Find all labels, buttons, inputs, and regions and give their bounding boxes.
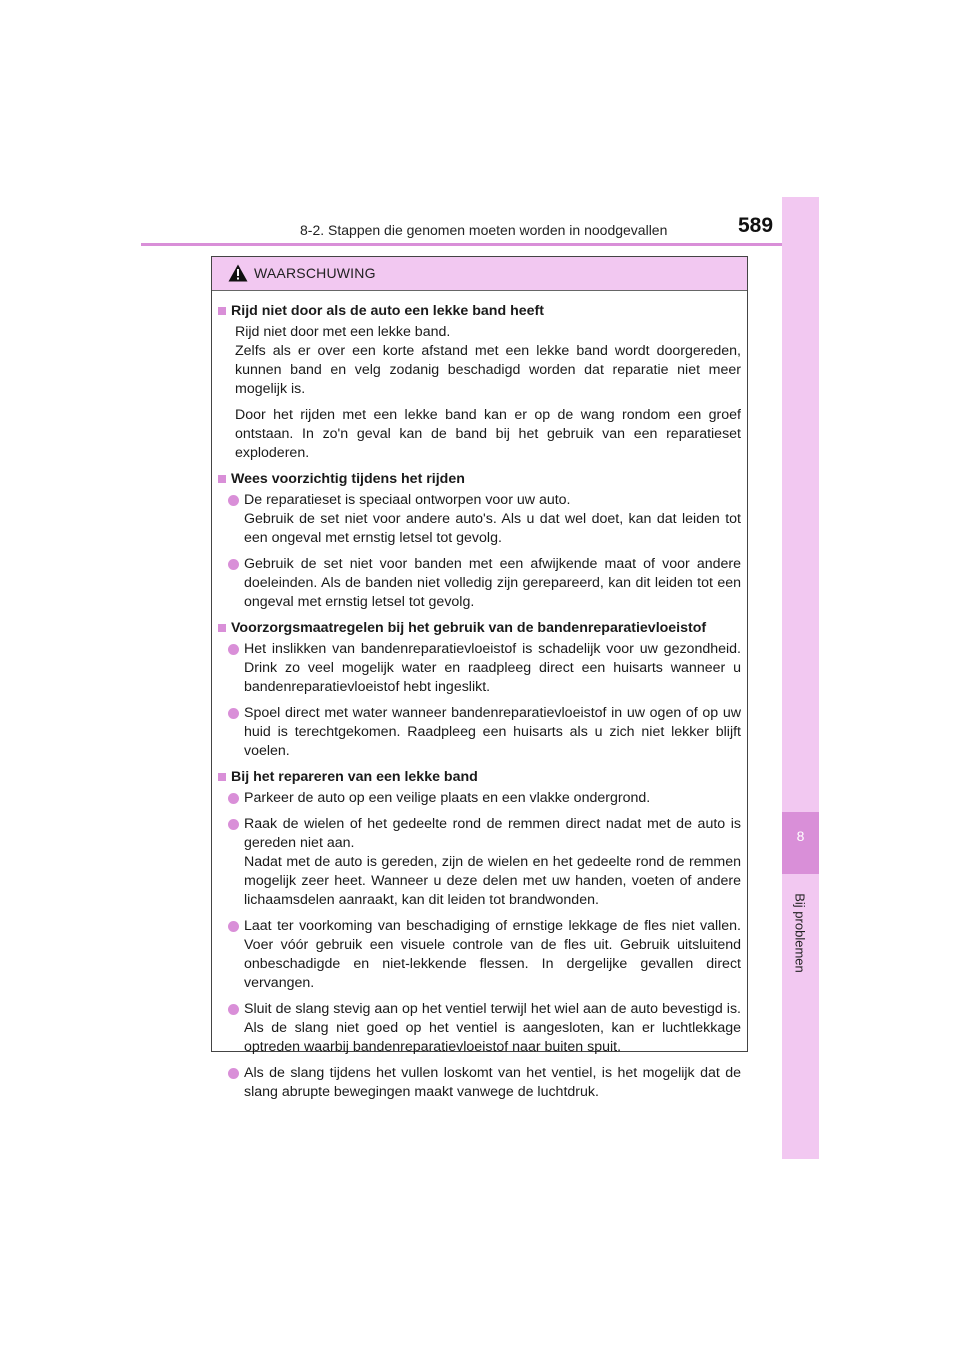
page-number: 589	[738, 214, 774, 237]
section-heading: Wees voorzichtig tijdens het rijden	[218, 470, 741, 489]
section-heading: Voorzorgsmaatregelen bij het gebruik van de bandenreparatievloeistof	[218, 619, 741, 638]
bullet-item: Raak de wielen of het gedeelte rond de remmen direct nadat met de auto is gereden niet aan. Nadat met de auto is gereden, zijn de wielen en het gedeelte rond de remmen mogelijk zeer heet. Wanneer u deze delen met uw handen, voeten of andere lichaamsdelen aanraakt, kan dit leiden tot brandwonden.	[228, 815, 741, 910]
bullet-item: Laat ter voorkoming van beschadiging of ernstige lekkage de fles niet vallen. Voer vóór gebruik een visuele controle van de fles uit. Gebruik uitsluitend onbeschadigde en niet-lekkende flessen. In dergelijke gevallen direct vervangen.	[228, 917, 741, 993]
bullet-item: Parkeer de auto op een veilige plaats en een vlakke ondergrond.	[228, 789, 741, 808]
round-bullet-icon	[228, 495, 239, 506]
bullet-item: Sluit de slang stevig aan op het ventiel terwijl het wiel aan de auto bevestigd is. Als de slang niet goed op het ventiel is aangesloten, kan er luchtlekkage optreden waarbij bandenreparatievloeistof naar buiten spuit.	[228, 1000, 741, 1057]
warning-box	[211, 256, 748, 1100]
round-bullet-icon	[228, 708, 239, 719]
chapter-label	[780, 883, 820, 983]
chapter-label-text: Bij problemen	[792, 893, 808, 973]
bullet-item: Het inslikken van bandenreparatievloeistof is schadelijk voor uw gezondheid. Drink zo veel mogelijk water en raadpleeg direct een huisarts wanneer u bandenreparatievloeistof hebt ingeslikt.	[228, 640, 741, 697]
round-bullet-icon	[228, 559, 239, 570]
square-bullet-icon	[218, 475, 226, 483]
header-rule	[141, 243, 819, 246]
chapter-side-tab	[782, 197, 819, 1159]
paragraph: Door het rijden met een lekke band kan er op de wang rondom een groef ontstaan. In zo'n geval kan de band bij het gebruik van een reparatieset exploderen.	[235, 407, 741, 461]
section-heading: Rijd niet door als de auto een lekke band heeft	[218, 302, 741, 321]
bullet-item: Als de slang tijdens het vullen loskomt van het ventiel, is het mogelijk dat de slang abrupte bewegingen maakt vanwege de luchtdruk.	[228, 1064, 741, 1102]
paragraph: Rijd niet door met een lekke band. Zelfs als er over een korte afstand met een lekke band wordt doorgereden, kunnen band en velg zodanig beschadigd worden dat reparatie niet meer mogelijk is.	[235, 324, 741, 397]
warning-header	[212, 257, 747, 291]
section-heading: Bij het repareren van een lekke band	[218, 768, 741, 787]
round-bullet-icon	[228, 1004, 239, 1015]
round-bullet-icon	[228, 921, 239, 932]
warning-triangle-icon	[228, 264, 248, 282]
square-bullet-icon	[218, 773, 226, 781]
square-bullet-icon	[218, 624, 226, 632]
round-bullet-icon	[228, 644, 239, 655]
bullet-item: De reparatieset is speciaal ontworpen voor uw auto. Gebruik de set niet voor andere auto's. Als u dat wel doet, kan dat leiden tot een ongeval met ernstig letsel tot gevolg.	[228, 491, 741, 548]
chapter-number: 8	[796, 828, 805, 844]
warning-title: WAARSCHUWING	[254, 265, 376, 281]
warning-content	[212, 291, 747, 1102]
round-bullet-icon	[228, 1068, 239, 1079]
bullet-item: Spoel direct met water wanneer bandenreparatievloeistof in uw ogen of op uw huid is terechtgekomen. Raadpleeg een huisarts als u zich niet lekker blijft voelen.	[228, 704, 741, 761]
round-bullet-icon	[228, 819, 239, 830]
section-title: 8-2. Stappen die genomen moeten worden in noodgevallen	[300, 222, 668, 238]
square-bullet-icon	[218, 307, 226, 315]
round-bullet-icon	[228, 793, 239, 804]
bullet-item: Gebruik de set niet voor banden met een afwijkende maat of voor andere doeleinden. Als de banden niet volledig zijn gerepareerd, kan dit leiden tot een ongeval met ernstig letsel tot gevolg.	[228, 555, 741, 612]
